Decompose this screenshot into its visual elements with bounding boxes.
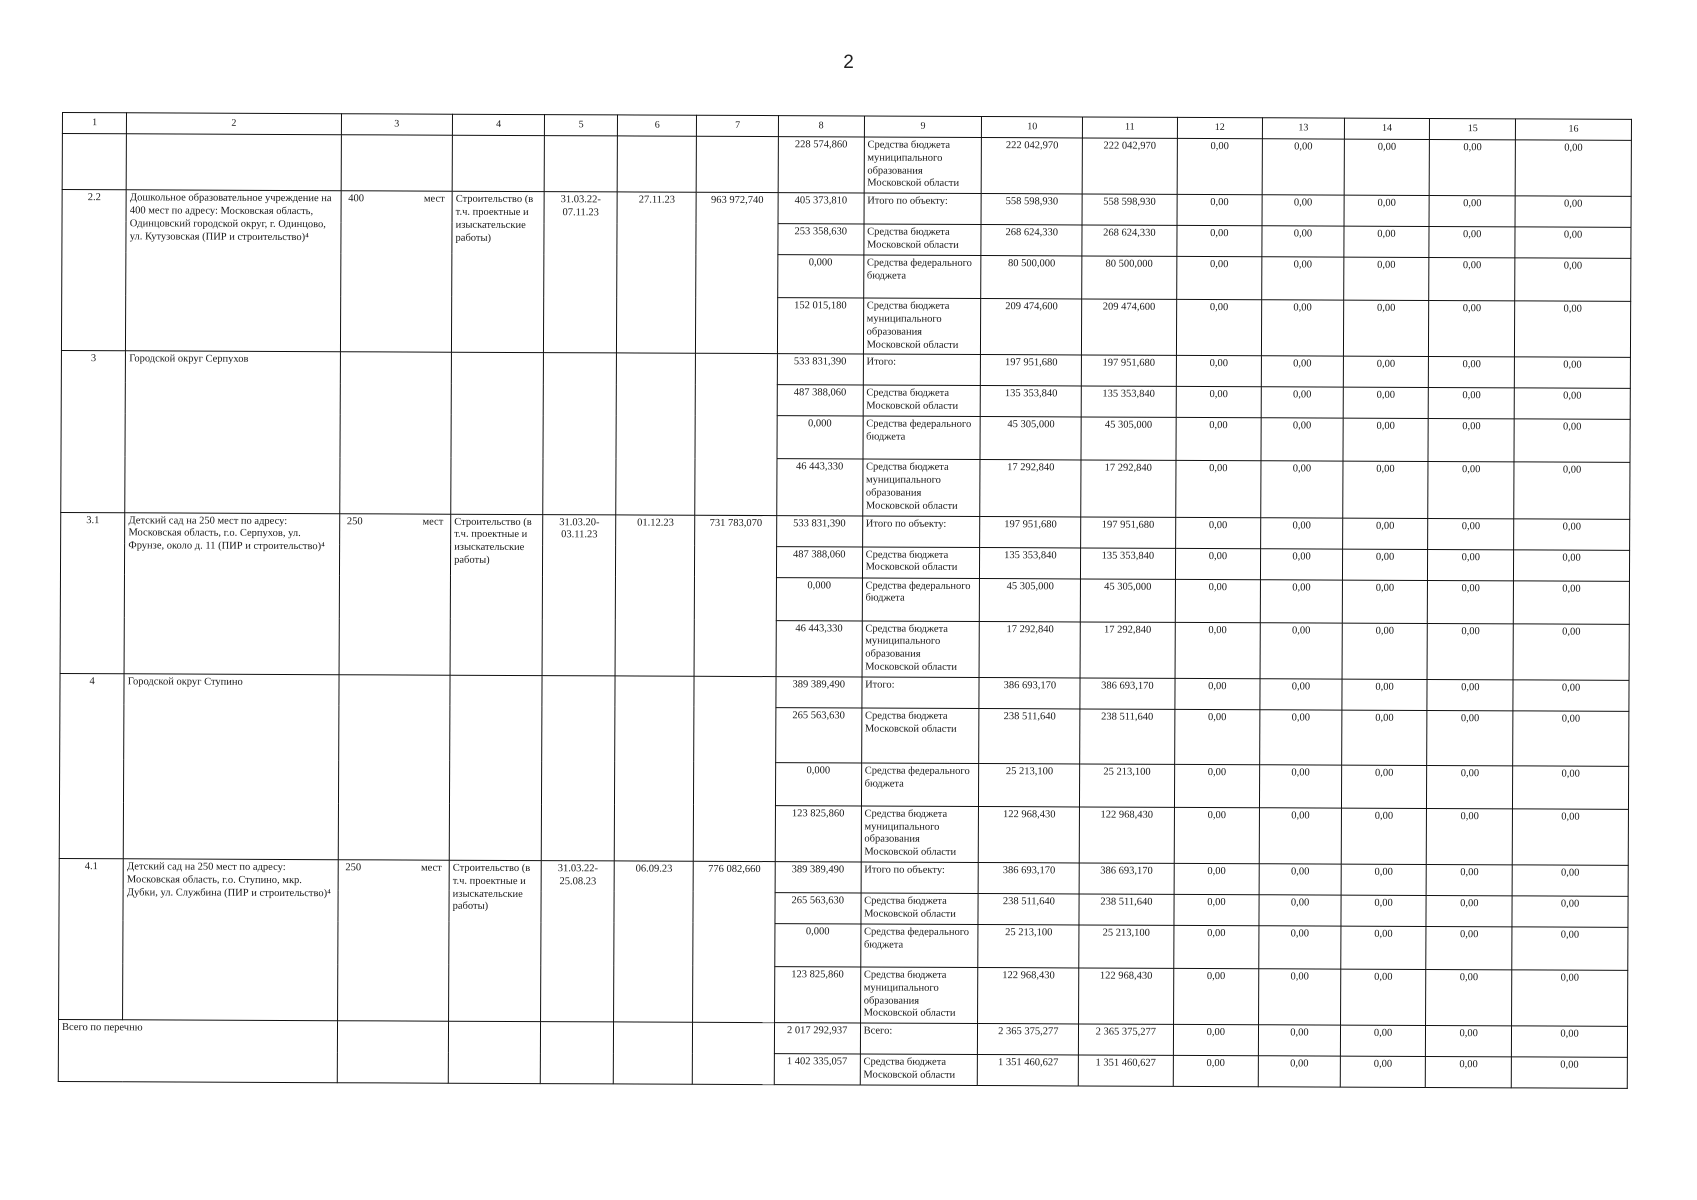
amount-cell: 0,00 <box>1426 926 1512 969</box>
amount-cell: 45 305,000 <box>1080 579 1174 622</box>
amount-cell: 0,00 <box>1174 678 1260 709</box>
amount-cell: 0,00 <box>1175 461 1261 518</box>
amount-cell: 0,00 <box>1342 679 1428 710</box>
amount-cell: 0,00 <box>1514 419 1630 463</box>
financing-table <box>58 112 1632 1089</box>
amount-cell: 123 825,860 <box>774 967 860 1024</box>
amount-cell: 0,000 <box>777 416 863 459</box>
amount-cell: 0,000 <box>775 924 861 967</box>
amount-cell: 17 292,840 <box>1081 460 1176 517</box>
item-number-cell: 3.1 <box>60 512 125 673</box>
amount-cell: 0,000 <box>776 577 862 620</box>
col-header: 16 <box>1516 119 1632 141</box>
amount-cell: 0,00 <box>1258 1056 1340 1087</box>
amount-cell: 0,00 <box>1514 518 1630 550</box>
funding-source-cell: Средства бюджета муниципального образования Московской области <box>862 621 980 678</box>
amount-cell: 238 511,640 <box>1079 894 1173 925</box>
amount-cell: 238 511,640 <box>978 893 1079 924</box>
amount-cell: 25 213,100 <box>1079 925 1173 968</box>
amount-cell: 0,00 <box>1429 357 1515 388</box>
amount-cell: 0,00 <box>1262 300 1344 357</box>
cost-cell <box>695 354 777 516</box>
funding-source-cell: Средства федерального бюджета <box>863 416 981 460</box>
col-header: 1 <box>62 113 126 134</box>
amount-cell: 0,00 <box>1175 548 1261 579</box>
capacity-wrap <box>343 516 448 529</box>
funding-source-cell: Итого по объекту: <box>862 516 980 548</box>
amount-cell: 0,00 <box>1427 710 1513 765</box>
amount-cell: 45 305,000 <box>980 417 1081 460</box>
amount-cell: 0,00 <box>1176 300 1262 357</box>
col-header: 5 <box>545 115 618 136</box>
capacity-value: 250 <box>346 515 363 527</box>
amount-cell: 135 353,840 <box>1081 386 1175 417</box>
capacity-cell <box>338 674 450 860</box>
funding-source-cell: Итого: <box>863 354 981 386</box>
amount-cell: 0,00 <box>1342 549 1428 580</box>
amount-cell: 1 351 460,627 <box>978 1055 1079 1086</box>
amount-cell: 197 951,680 <box>981 355 1082 386</box>
funding-source-cell: Итого: <box>862 677 980 709</box>
amount-cell: 0,00 <box>1175 517 1261 548</box>
amount-cell: 122 968,430 <box>1079 807 1174 864</box>
amount-cell: 0,00 <box>1343 257 1429 300</box>
cost-cell: 731 783,070 <box>694 515 776 677</box>
amount-cell: 0,00 <box>1176 356 1262 387</box>
amount-cell: 0,00 <box>1261 461 1343 518</box>
amount-cell: 80 500,000 <box>981 256 1082 299</box>
amount-cell: 0,00 <box>1176 226 1262 257</box>
work-type-cell <box>452 135 544 192</box>
amount-cell: 0,00 <box>1430 139 1516 196</box>
amount-cell: 80 500,000 <box>1082 256 1176 299</box>
amount-cell: 228 574,860 <box>778 137 864 194</box>
amount-cell: 0,00 <box>1176 257 1262 300</box>
commission-date-cell: 27.11.23 <box>617 192 697 354</box>
amount-cell: 0,00 <box>1343 418 1429 461</box>
col-header: 2 <box>127 113 341 135</box>
amount-cell: 0,00 <box>1514 388 1630 420</box>
amount-cell: 0,00 <box>1262 356 1344 387</box>
amount-cell: 122 968,430 <box>979 806 1080 863</box>
funding-source-cell: Средства бюджета Московской области <box>863 385 981 417</box>
amount-cell: 0,00 <box>1261 579 1343 622</box>
amount-cell: 0,00 <box>1261 387 1343 418</box>
col-header: 11 <box>1083 117 1177 138</box>
amount-cell: 0,00 <box>1429 227 1515 258</box>
amount-cell: 0,00 <box>1513 766 1629 810</box>
amount-cell: 0,00 <box>1429 388 1515 419</box>
amount-cell: 0,00 <box>1344 139 1430 196</box>
amount-cell: 0,00 <box>1340 969 1426 1026</box>
amount-cell: 0,00 <box>1512 927 1628 971</box>
amount-cell: 0,00 <box>1173 1055 1259 1086</box>
amount-cell: 238 511,640 <box>1080 709 1175 764</box>
amount-cell: 1 402 335,057 <box>774 1054 860 1085</box>
table-row <box>61 351 1630 389</box>
amount-cell: 17 292,840 <box>980 460 1081 517</box>
amount-cell: 487 388,060 <box>777 385 863 416</box>
amount-cell: 197 951,680 <box>1081 517 1175 548</box>
amount-cell: 386 693,170 <box>1080 678 1174 709</box>
amount-cell: 0,00 <box>1512 970 1628 1027</box>
total-row <box>58 1020 1627 1058</box>
amount-cell: 0,00 <box>1341 864 1427 895</box>
col-header: 3 <box>341 114 453 135</box>
item-number-cell: 3 <box>61 351 126 512</box>
col-header: 15 <box>1430 118 1516 139</box>
amount-cell: 0,00 <box>1173 1024 1259 1055</box>
capacity-cell <box>339 352 451 514</box>
amount-cell: 0,00 <box>1427 679 1513 710</box>
amount-cell: 197 951,680 <box>980 516 1081 547</box>
col-header: 13 <box>1263 118 1345 139</box>
funding-source-cell: Итого по объекту: <box>864 193 982 225</box>
item-name-cell: Детский сад на 250 мест по адресу: Московская область, г.о. Серпухов, ул. Фрунзе, около д. 11 (ПИР и строительство)⁴ <box>124 512 339 674</box>
capacity-unit: мест <box>422 516 444 528</box>
capacity-value: 250 <box>345 862 362 874</box>
item-name-cell: Детский сад на 250 мест по адресу: Московская область, г.о. Ступино, мкр. Дубки, ул. Службина (ПИР и строительство)⁴ <box>123 859 338 1021</box>
dates-cell: 31.03.22-25.08.23 <box>541 861 615 1023</box>
amount-cell: 0,00 <box>1261 548 1343 579</box>
amount-cell: 0,00 <box>1341 710 1427 765</box>
commission-date-cell: 06.09.23 <box>614 861 694 1023</box>
amount-cell: 0,00 <box>1514 357 1630 389</box>
amount-cell: 0,000 <box>775 762 861 805</box>
col-header: 14 <box>1344 118 1430 139</box>
amount-cell: 0,00 <box>1515 196 1631 228</box>
work-type-cell: Строительство (в т.ч. проектные и изыскательские работы) <box>452 191 545 353</box>
amount-cell: 0,00 <box>1175 418 1261 461</box>
amount-cell: 0,00 <box>1341 895 1427 926</box>
capacity-unit: мест <box>423 193 445 205</box>
capacity-cell <box>337 860 449 1022</box>
amount-cell: 0,00 <box>1515 140 1631 197</box>
amount-cell: 0,00 <box>1513 580 1629 624</box>
funding-source-cell: Средства бюджета Московской области <box>861 893 979 925</box>
amount-cell: 0,00 <box>1259 926 1341 969</box>
work-type-cell: Строительство (в т.ч. проектные и изыскательские работы) <box>449 860 542 1022</box>
amount-cell: 122 968,430 <box>978 967 1079 1024</box>
amount-cell: 0,00 <box>1262 226 1344 257</box>
table-row <box>62 134 1631 197</box>
amount-cell: 405 373,810 <box>778 193 864 224</box>
capacity-wrap <box>344 193 449 206</box>
amount-cell: 265 563,630 <box>776 707 862 762</box>
amount-cell: 0,00 <box>1174 807 1260 864</box>
amount-cell: 0,00 <box>1515 258 1631 302</box>
amount-cell: 0,00 <box>1429 258 1515 301</box>
col-header: 4 <box>452 114 544 135</box>
funding-source-cell: Средства бюджета Московской области <box>862 547 980 579</box>
amount-cell: 0,00 <box>1173 925 1259 968</box>
item-number-cell: 4 <box>59 673 124 858</box>
amount-cell: 0,00 <box>1426 895 1512 926</box>
amount-cell: 0,00 <box>1340 926 1426 969</box>
amount-cell: 0,00 <box>1428 419 1514 462</box>
amount-cell: 386 693,170 <box>979 862 1080 893</box>
item-number-cell: 2.2 <box>61 190 126 351</box>
amount-cell: 389 389,490 <box>776 676 862 707</box>
amount-cell: 25 213,100 <box>978 924 1079 967</box>
amount-cell: 0,00 <box>1428 580 1514 623</box>
dates-cell: 31.03.20-03.11.23 <box>542 514 616 676</box>
amount-cell: 386 693,170 <box>1079 863 1173 894</box>
work-type-cell <box>449 675 542 861</box>
col-header: 8 <box>778 116 864 137</box>
amount-cell: 0,00 <box>1177 195 1263 226</box>
amount-cell: 0,00 <box>1341 808 1427 865</box>
cost-cell <box>694 676 776 862</box>
amount-cell: 0,00 <box>1427 808 1513 865</box>
amount-cell: 0,00 <box>1259 895 1341 926</box>
amount-cell: 0,00 <box>1259 969 1341 1026</box>
col-header: 7 <box>697 115 779 136</box>
funding-source-cell: Средства федерального бюджета <box>862 578 980 622</box>
funding-source-cell: Средства федерального бюджета <box>860 924 978 968</box>
amount-cell: 46 443,330 <box>776 620 862 677</box>
funding-source-cell: Средства бюджета муниципального образования Московской области <box>861 806 979 863</box>
table-row <box>61 512 1630 550</box>
item-name-cell <box>126 134 341 191</box>
amount-cell: 0,00 <box>1513 623 1629 680</box>
amount-cell: 0,00 <box>1343 300 1429 357</box>
col-header: 10 <box>982 117 1083 138</box>
amount-cell: 0,00 <box>1177 138 1263 195</box>
amount-cell: 122 968,430 <box>1079 968 1174 1025</box>
amount-cell: 0,00 <box>1426 1026 1512 1057</box>
amount-cell: 0,00 <box>1342 580 1428 623</box>
amount-cell: 123 825,860 <box>775 805 861 862</box>
amount-cell: 0,00 <box>1343 356 1429 387</box>
amount-cell: 0,00 <box>1428 462 1514 519</box>
amount-cell: 0,00 <box>1259 807 1341 864</box>
amount-cell: 268 624,330 <box>1082 225 1176 256</box>
amount-cell: 533 831,390 <box>777 354 863 385</box>
amount-cell: 0,00 <box>1261 418 1343 461</box>
amount-cell: 0,00 <box>1427 765 1513 808</box>
blank-cell <box>541 1022 614 1084</box>
blank-cell <box>693 1022 775 1084</box>
commission-date-cell <box>614 676 694 862</box>
amount-cell: 0,00 <box>1341 765 1427 808</box>
table-row <box>62 190 1631 228</box>
amount-cell: 222 042,970 <box>982 138 1083 195</box>
capacity-cell <box>341 135 453 192</box>
capacity-cell <box>340 191 452 353</box>
table-row <box>60 673 1629 711</box>
amount-cell: 2 017 292,937 <box>774 1023 860 1054</box>
item-number-cell <box>62 134 127 190</box>
commission-date-cell: 01.12.23 <box>615 514 695 676</box>
amount-cell: 0,00 <box>1342 623 1428 680</box>
amount-cell: 45 305,000 <box>980 578 1081 621</box>
amount-cell: 0,00 <box>1174 709 1260 764</box>
amount-cell: 0,00 <box>1260 678 1342 709</box>
amount-cell: 0,00 <box>1259 864 1341 895</box>
amount-cell: 0,00 <box>1173 968 1259 1025</box>
amount-cell: 268 624,330 <box>981 225 1082 256</box>
table-body <box>58 113 1631 1089</box>
amount-cell: 238 511,640 <box>979 708 1080 763</box>
amount-cell: 0,00 <box>1342 518 1428 549</box>
commission-date-cell <box>616 353 696 515</box>
amount-cell: 0,00 <box>1173 894 1259 925</box>
amount-cell: 46 443,330 <box>777 459 863 516</box>
amount-cell: 0,00 <box>1515 227 1631 259</box>
funding-source-cell: Всего: <box>860 1023 978 1055</box>
amount-cell: 197 951,680 <box>1082 355 1176 386</box>
amount-cell: 222 042,970 <box>1082 138 1177 195</box>
cost-cell <box>697 136 779 193</box>
amount-cell: 0,00 <box>1513 711 1629 767</box>
amount-cell: 0,00 <box>1262 139 1344 196</box>
amount-cell: 0,00 <box>1340 1025 1426 1056</box>
funding-source-cell: Средства бюджета Московской области <box>863 224 981 256</box>
amount-cell: 2 365 375,277 <box>1079 1024 1173 1055</box>
amount-cell: 135 353,840 <box>1081 548 1175 579</box>
item-name-cell: Городской округ Ступино <box>124 674 339 860</box>
amount-cell: 0,00 <box>1512 865 1628 897</box>
funding-source-cell: Средства бюджета муниципального образования Московской области <box>860 967 978 1024</box>
total-label-cell: Всего по перечню <box>58 1020 337 1083</box>
dates-cell <box>543 353 617 515</box>
funding-source-cell: Средства бюджета муниципального образования Московской области <box>862 459 980 516</box>
blank-cell <box>448 1021 540 1083</box>
cost-cell: 963 972,740 <box>696 192 778 354</box>
item-number-cell: 4.1 <box>59 858 124 1019</box>
capacity-value: 400 <box>348 193 365 205</box>
commission-date-cell <box>617 136 697 193</box>
amount-cell: 1 351 460,627 <box>1078 1055 1172 1086</box>
funding-source-cell: Средства бюджета муниципального образования Московской области <box>864 137 982 194</box>
amount-cell: 0,00 <box>1428 549 1514 580</box>
amount-cell: 45 305,000 <box>1081 417 1175 460</box>
page-number: 2 <box>843 52 854 73</box>
amount-cell: 0,00 <box>1512 896 1628 928</box>
amount-cell: 0,00 <box>1261 517 1343 548</box>
amount-cell: 533 831,390 <box>776 515 862 546</box>
amount-cell: 0,00 <box>1175 622 1261 679</box>
amount-cell: 0,00 <box>1427 864 1513 895</box>
capacity-cell <box>339 513 451 675</box>
amount-cell: 0,00 <box>1513 680 1629 712</box>
amount-cell: 0,00 <box>1262 257 1344 300</box>
amount-cell: 0,00 <box>1426 1057 1512 1088</box>
amount-cell: 2 365 375,277 <box>978 1024 1079 1055</box>
amount-cell: 0,00 <box>1343 387 1429 418</box>
amount-cell: 0,00 <box>1174 764 1260 807</box>
col-header: 12 <box>1177 117 1263 138</box>
cost-cell: 776 082,660 <box>693 861 775 1023</box>
amount-cell: 25 213,100 <box>1080 764 1174 807</box>
amount-cell: 0,00 <box>1342 461 1428 518</box>
funding-source-cell: Средства федерального бюджета <box>861 763 979 807</box>
amount-cell: 0,00 <box>1344 195 1430 226</box>
amount-cell: 0,00 <box>1262 195 1344 226</box>
amount-cell: 135 353,840 <box>981 386 1082 417</box>
amount-cell: 0,00 <box>1511 1057 1627 1089</box>
work-type-cell: Строительство (в т.ч. проектные и изыскательские работы) <box>450 514 543 676</box>
capacity-wrap <box>341 862 446 875</box>
table-row <box>59 858 1628 896</box>
dates-cell: 31.03.22-07.11.23 <box>544 192 618 354</box>
amount-cell: 0,00 <box>1260 764 1342 807</box>
amount-cell: 0,00 <box>1514 549 1630 581</box>
amount-cell: 558 598,930 <box>1082 194 1176 225</box>
amount-cell: 0,00 <box>1174 863 1260 894</box>
col-header: 6 <box>618 115 697 136</box>
item-name-cell: Городской округ Серпухов <box>125 351 340 513</box>
amount-cell: 0,00 <box>1259 1025 1341 1056</box>
amount-cell: 135 353,840 <box>980 547 1081 578</box>
amount-cell: 487 388,060 <box>776 546 862 577</box>
amount-cell: 0,00 <box>1260 709 1342 764</box>
funding-source-cell: Средства бюджета Московской области <box>861 708 979 764</box>
amount-cell: 389 389,490 <box>775 862 861 893</box>
amount-cell: 17 292,840 <box>1080 622 1175 679</box>
amount-cell: 152 015,180 <box>777 298 863 355</box>
amount-cell: 25 213,100 <box>979 763 1080 806</box>
amount-cell: 0,000 <box>778 255 864 298</box>
amount-cell: 253 358,630 <box>778 224 864 255</box>
work-type-cell <box>451 353 544 515</box>
amount-cell: 0,00 <box>1426 969 1512 1026</box>
amount-cell: 0,00 <box>1260 622 1342 679</box>
amount-cell: 558 598,930 <box>981 194 1082 225</box>
blank-cell <box>613 1022 693 1084</box>
amount-cell: 209 474,600 <box>1082 299 1177 356</box>
dates-cell <box>544 136 617 193</box>
amount-cell: 0,00 <box>1427 623 1513 680</box>
amount-cell: 0,00 <box>1514 462 1630 519</box>
funding-source-cell: Средства бюджета муниципального образования Московской области <box>863 298 981 355</box>
amount-cell: 0,00 <box>1429 301 1515 358</box>
funding-source-cell: Средства федерального бюджета <box>863 255 981 299</box>
amount-cell: 0,00 <box>1429 196 1515 227</box>
blank-cell <box>337 1021 449 1083</box>
amount-cell: 386 693,170 <box>979 677 1080 708</box>
amount-cell: 209 474,600 <box>981 299 1082 356</box>
amount-cell: 0,00 <box>1344 226 1430 257</box>
amount-cell: 17 292,840 <box>980 621 1081 678</box>
amount-cell: 0,00 <box>1340 1056 1426 1087</box>
amount-cell: 0,00 <box>1176 387 1262 418</box>
capacity-unit: мест <box>420 862 442 874</box>
dates-cell <box>541 675 615 861</box>
amount-cell: 0,00 <box>1515 301 1631 358</box>
amount-cell: 0,00 <box>1512 809 1628 866</box>
funding-source-cell: Средства бюджета Московской области <box>860 1054 978 1086</box>
item-name-cell: Дошкольное образовательное учреждение на 400 мест по адресу: Московская область, Одинцовский городской округ, г. Одинцово, ул. Кутузовская (ПИР и строительство)⁴ <box>126 190 341 352</box>
funding-source-cell: Итого по объекту: <box>861 862 979 894</box>
amount-cell: 265 563,630 <box>775 893 861 924</box>
amount-cell: 0,00 <box>1428 518 1514 549</box>
amount-cell: 0,00 <box>1175 579 1261 622</box>
col-header: 9 <box>864 116 982 138</box>
amount-cell: 0,00 <box>1512 1026 1628 1058</box>
